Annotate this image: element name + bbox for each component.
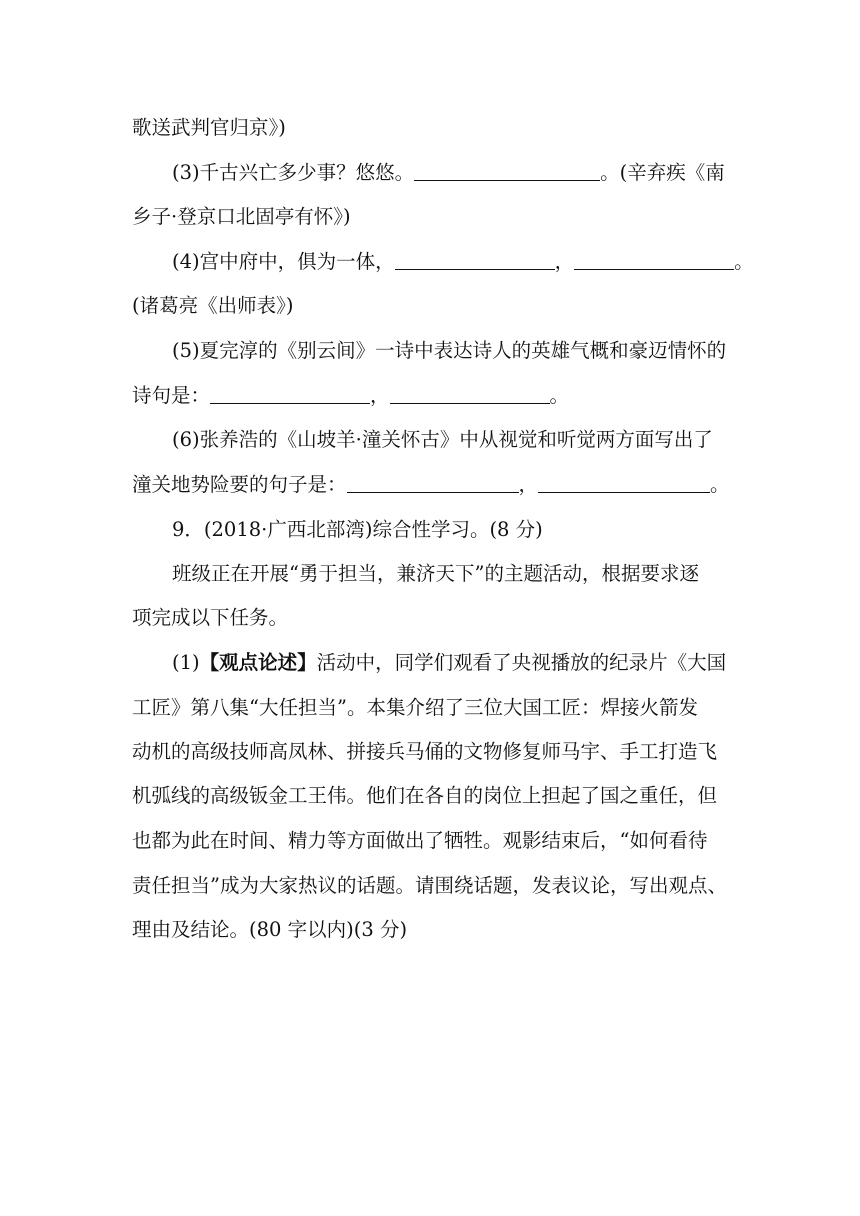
separator: ，	[370, 384, 390, 407]
text-line: 歌送武判官归京》)	[132, 116, 286, 139]
text-line: 乡子·登京口北固亭有怀》)	[132, 205, 351, 228]
answer-blank[interactable]	[347, 474, 519, 493]
separator: ，	[518, 473, 539, 496]
task-heading: 【观点论述】	[199, 651, 317, 674]
text-line: 责任担当”成为大家热议的话题。请围绕话题，发表议论，写出观点、	[132, 874, 727, 897]
text-line: (诸葛亮《出师表》)	[132, 294, 294, 317]
question-text: 潼关地势险要的句子是：	[132, 473, 347, 496]
end-mark: 。	[734, 250, 754, 273]
answer-blank[interactable]	[210, 385, 370, 404]
question-9-heading: 9．(2018·广西北部湾)综合性学习。(8 分)	[172, 518, 543, 541]
text-line: 工匠》第八集“大任担当”。本集介绍了三位大国工匠：焊接火箭发	[132, 696, 698, 719]
end-mark: 。	[549, 384, 570, 407]
text-line: 机弧线的高级钣金工王伟。他们在各自的岗位上担起了国之重任，但	[132, 784, 718, 807]
answer-blank[interactable]	[390, 385, 550, 404]
task-text: 活动中，同学们观看了央视播放的纪录片《大国	[316, 651, 727, 674]
fill-in-question-6	[0, 471, 860, 499]
fill-in-question-5	[0, 382, 860, 410]
text-line: (5)夏完淳的《别云间》一诗中表达诗人的英雄气概和豪迈情怀的	[172, 339, 727, 362]
question-source: 。(辛弃疾《南	[600, 161, 725, 184]
end-mark: 。	[710, 473, 730, 496]
text-line: 动机的高级技师高凤林、拼接兵马俑的文物修复师马宇、手工打造飞	[132, 740, 718, 763]
text-line: 班级正在开展“勇于担当，兼济天下”的主题活动，根据要求逐	[172, 562, 699, 585]
answer-blank[interactable]	[538, 474, 710, 493]
task-number: (1)	[172, 651, 200, 674]
answer-blank[interactable]	[574, 251, 734, 270]
answer-blank[interactable]	[414, 162, 600, 181]
question-text: (3)千古兴亡多少事？悠悠。	[172, 161, 415, 184]
fill-in-question-4	[0, 248, 860, 276]
question-text: 诗句是：	[132, 384, 211, 407]
text-line: (6)张养浩的《山坡羊·潼关怀古》中从视觉和听觉两方面写出了	[172, 428, 713, 451]
question-text: (4)宫中府中，俱为一体，	[172, 250, 395, 273]
answer-blank[interactable]	[395, 251, 555, 270]
task-1-line	[0, 649, 860, 677]
fill-in-question-3	[0, 159, 860, 187]
text-line: 也都为此在时间、精力等方面做出了牺牲。观影结束后，“如何看待	[132, 829, 708, 852]
text-line: 项完成以下任务。	[132, 606, 289, 629]
separator: ，	[554, 250, 575, 273]
text-line: 理由及结论。(80 字以内)(3 分)	[132, 918, 408, 941]
